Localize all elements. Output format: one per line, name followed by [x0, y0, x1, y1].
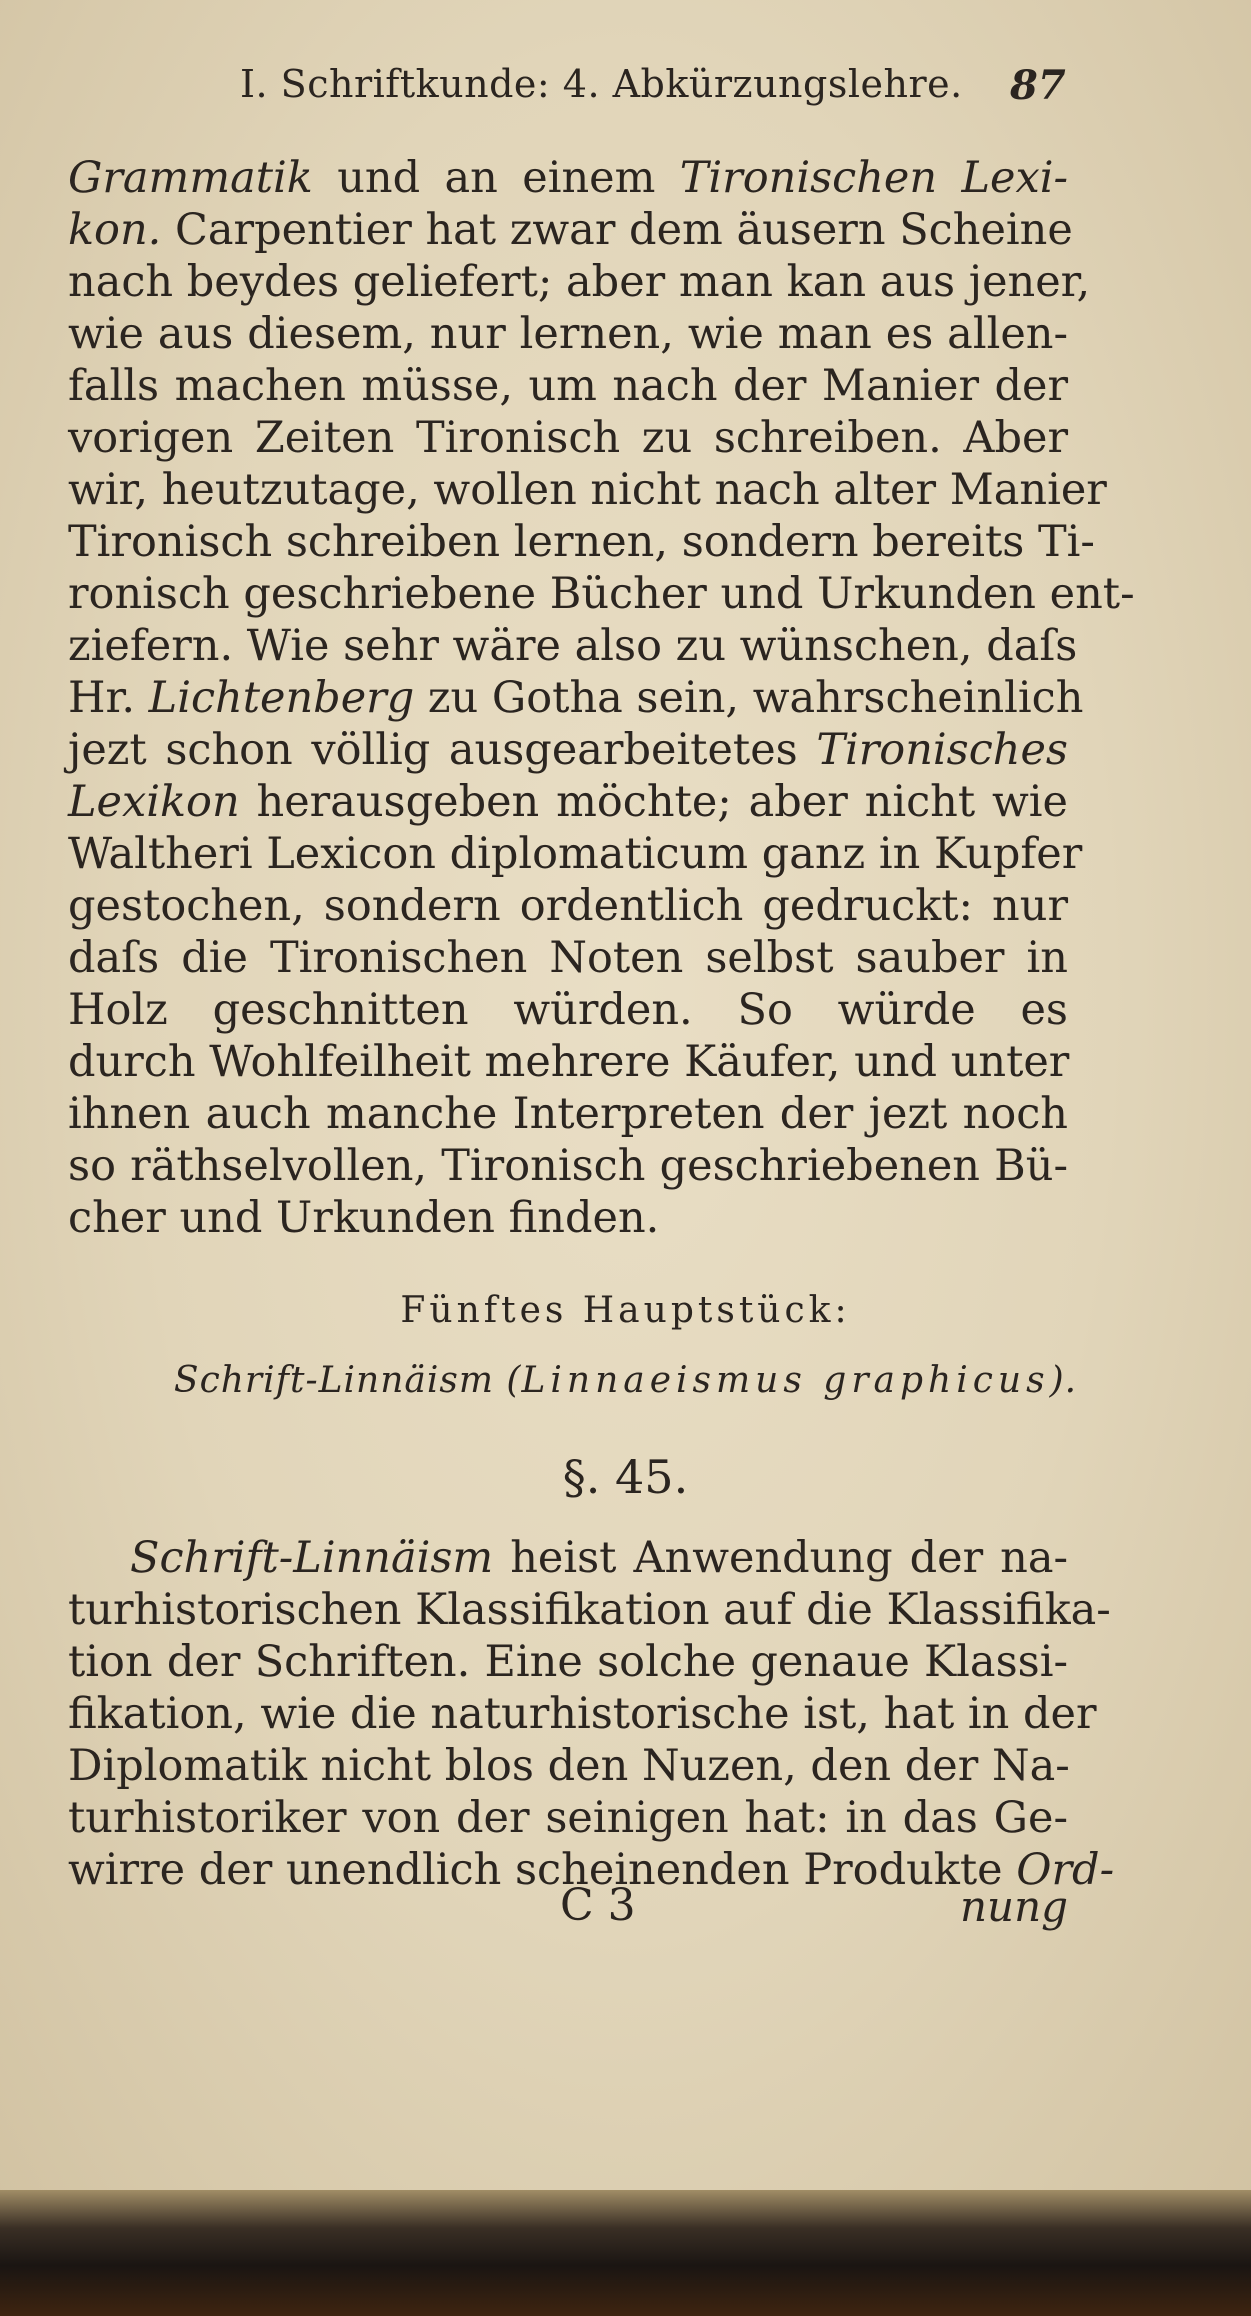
text-line: jezt schon völlig ausgearbeitetes Tironisches — [68, 725, 1068, 775]
text-line: so räthselvollen, Tironisch geschriebenen Bü- — [68, 1141, 1068, 1191]
text-line: daſs die Tironischen Noten selbst sauber in — [68, 933, 1068, 983]
section-number: §. 45. — [562, 1450, 689, 1504]
signature-mark: C 3 — [560, 1880, 636, 1931]
text-line: turhistoriker von der seinigen hat: in das Ge- — [68, 1793, 1068, 1843]
text-line: Holz geschnitten würden. So würde es — [68, 985, 1068, 1035]
text-line: wirre der unendlich scheinenden Produkte Ord- — [68, 1845, 1115, 1895]
text-line: vorigen Zeiten Tironisch zu schreiben. Aber — [68, 413, 1068, 463]
text-line: falls machen müsse, um nach der Manier der — [68, 361, 1068, 411]
text-line: durch Wohlfeilheit mehrere Käufer, und unter — [68, 1037, 1070, 1087]
text-line: nach beydes geliefert; aber man kan aus jener, — [68, 257, 1091, 307]
text-line: Hr. Lichtenberg zu Gotha sein, wahrscheinlich — [68, 673, 1084, 723]
page-header — [0, 62, 1251, 112]
page-number: 87 — [1010, 62, 1066, 109]
text-line: cher und Urkunden finden. — [68, 1193, 660, 1243]
chapter-subtitle: Schrift-Linnäism (Linnaeismus graphicus). — [173, 1360, 1078, 1401]
text-line: Waltheri Lexicon diplomaticum ganz in Kupfer — [68, 829, 1083, 879]
text-line: kon. Carpentier hat zwar dem äusern Scheine — [68, 205, 1073, 255]
text-line: wir, heutzutage, wollen nicht nach alter Manier — [68, 465, 1107, 515]
text-line: Diplomatik nicht blos den Nuzen, den der Na- — [68, 1741, 1070, 1791]
book-edge-shadow — [0, 2190, 1251, 2316]
text-line: tion der Schriften. Eine solche genaue Klassi- — [68, 1637, 1068, 1687]
text-line: turhistorischen Klassifikation auf die Klassifika- — [68, 1585, 1111, 1635]
text-line: fikation, wie die naturhistorische ist, hat in der — [68, 1689, 1097, 1739]
text-line: Grammatik und an einem Tironischen Lexi- — [68, 153, 1068, 203]
text-line: wie aus diesem, nur lernen, wie man es allen- — [68, 309, 1068, 359]
text-line: Schrift-Linnäism heist Anwendung der na- — [130, 1533, 1068, 1583]
running-title: I. Schriftkunde: 4. Abkürzungslehre. — [240, 62, 963, 106]
catchword: nung — [960, 1882, 1069, 1931]
text-line: ronisch geschriebene Bücher und Urkunden ent- — [68, 569, 1135, 619]
text-line: ziefern. Wie sehr wäre also zu wünschen, daſs — [68, 621, 1078, 671]
text-line: Lexikon herausgeben möchte; aber nicht wie — [68, 777, 1068, 827]
text-line: Tironisch schreiben lernen, sondern bereits Ti- — [68, 517, 1095, 567]
chapter-heading: Fünftes Hauptstück: — [400, 1290, 851, 1331]
text-line: gestochen, sondern ordentlich gedruckt: nur — [68, 881, 1068, 931]
text-line: ihnen auch manche Interpreten der jezt noch — [68, 1089, 1068, 1139]
